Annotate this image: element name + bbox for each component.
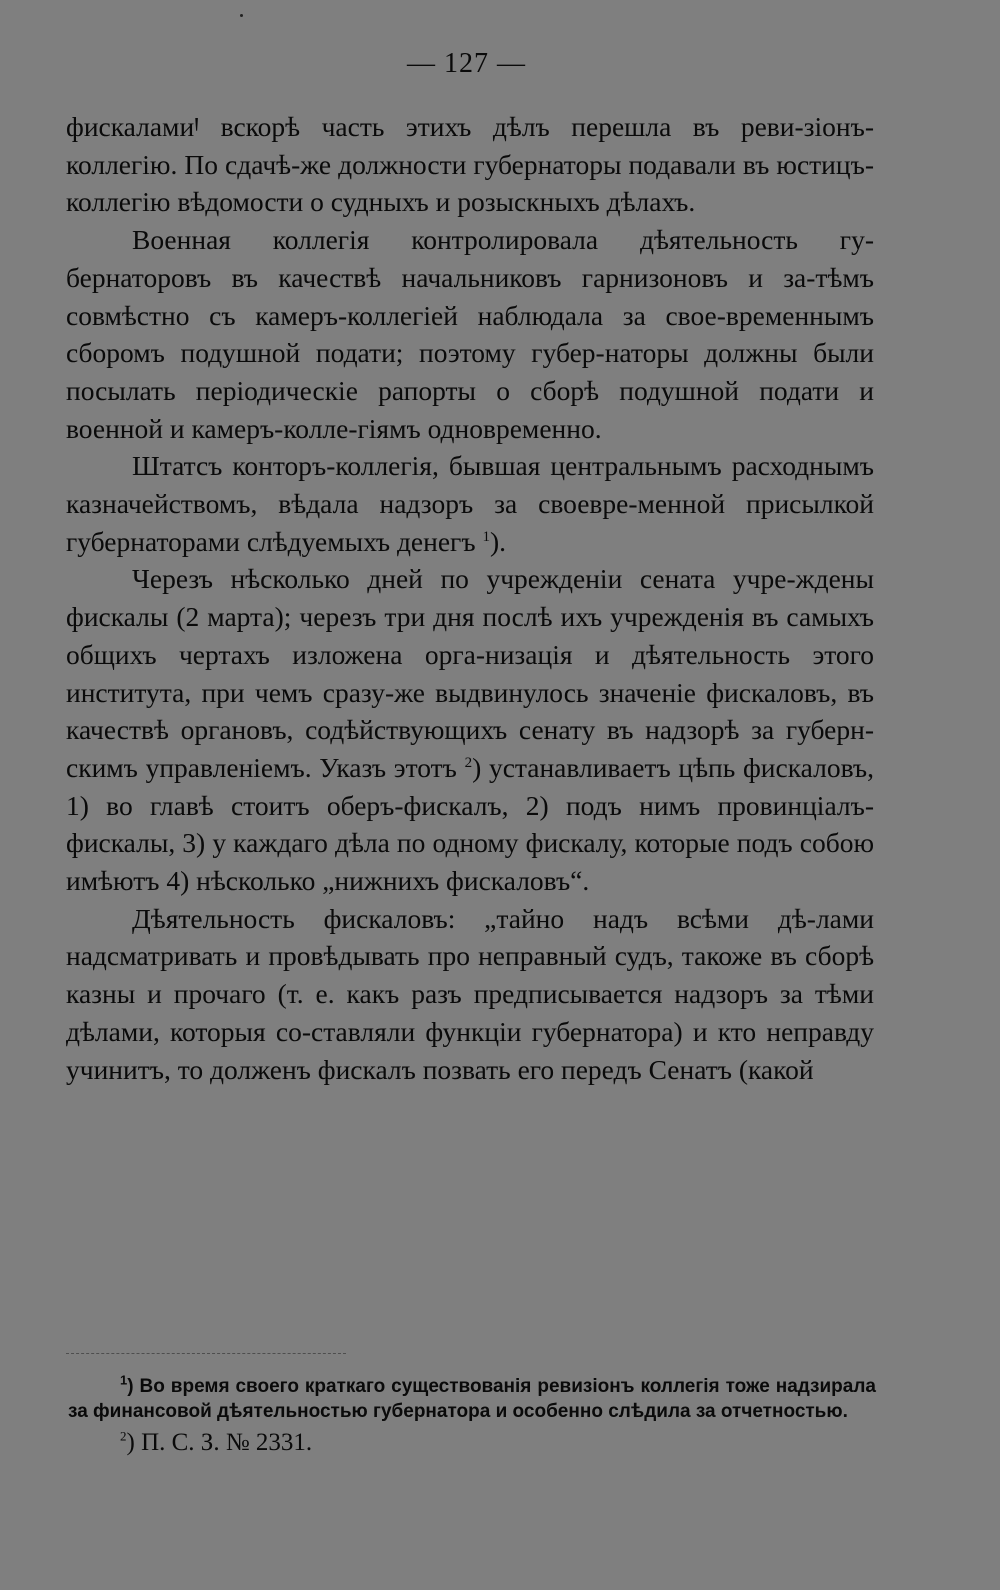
footnote-1-mark: 1 <box>120 1372 128 1388</box>
footnote-separator <box>66 1353 346 1354</box>
footnote-1-text: ) Во время своего краткаго существованія ревизіонъ коллегія тоже надзирала за финансовой дѣятельностью губернатора и особенно слѣдила за отчетностью. <box>68 1376 876 1422</box>
footnote-2-text: ) П. С. З. № 2331. <box>126 1429 313 1456</box>
footnote-1 <box>68 1374 876 1424</box>
footnote-ref-2-tail: ) <box>472 751 489 783</box>
footnote-2-mark: 2 <box>120 1428 127 1444</box>
paragraph-1: фискаламиꞋ вскорѣ часть этихъ дѣлъ перешла въ реви-зіонъ-коллегію. По сдачѣ-же должности губернаторы подавали въ юстицъ-коллегію вѣдомости о судныхъ и розыскныхъ дѣлахъ. <box>66 111 874 218</box>
footnote-ref-2[interactable]: 2 <box>464 754 473 771</box>
footnote-ref-1-tail: ). <box>489 525 506 557</box>
main-text <box>66 108 874 1088</box>
paragraph-4-text: Черезъ нѣсколько дней по учрежденіи сената учре-ждены фискалы (2 марта); черезъ три дня послѣ ихъ учрежденія въ самыхъ общихъ чертахъ изложена орга-низація и дѣятельность этого института, при чемъ сразу-же выдвинулось значеніе фискаловъ, въ качествѣ органовъ, содѣйствующихъ сенату въ надзорѣ за губерн-скимъ управленіемъ. Указъ этотъ <box>66 563 874 783</box>
paragraph-5: Дѣятельность фискаловъ: „тайно надъ всѣми дѣ-лами надсматривать и провѣдывать про неправный судъ, такоже въ сборѣ казны и прочаго (т. е. какъ разъ предписывается надзоръ за тѣми дѣлами, которыя со-ставляли функціи губернатора) и кто неправду учинитъ, то долженъ фискалъ позвать его передъ Сенатъ (какой <box>66 902 874 1085</box>
paragraph-4-continuation: устанавливаетъ цѣпь фискаловъ, 1) во главѣ стоитъ оберъ-фискалъ, 2) подъ нимъ провинціалъ-фискалы, 3) у каждаго дѣла по одному фискалу, которые подъ собою имѣютъ 4) нѣсколько „нижнихъ фискаловъ“. <box>66 751 874 897</box>
footnote-2 <box>68 1430 876 1455</box>
paragraph-3 <box>66 447 874 560</box>
paragraph-3-text: Штатсъ конторъ-коллегія, бывшая центральнымъ расходнымъ казначействомъ, вѣдала надзоръ за своевре-менной присылкой губернаторами слѣдуемыхъ денегъ <box>66 450 874 557</box>
paper-speck <box>240 14 243 17</box>
paragraph-2: Военная коллегія контролировала дѣятельность гу-бернаторовъ въ качествѣ начальниковъ гарнизоновъ и за-тѣмъ совмѣстно съ камеръ-коллегіей наблюдала за свое-временнымъ сборомъ подушной подати; поэтому губер-наторы должны были посылать періодическіе рапорты о сборѣ подушной подати и военной и камеръ-колле-гіямъ одновременно. <box>66 224 874 444</box>
footnote-ref-1[interactable]: 1 <box>482 528 490 545</box>
footnotes <box>68 1374 876 1455</box>
paragraph-4 <box>66 560 874 899</box>
page-number: — 127 — <box>407 48 526 79</box>
